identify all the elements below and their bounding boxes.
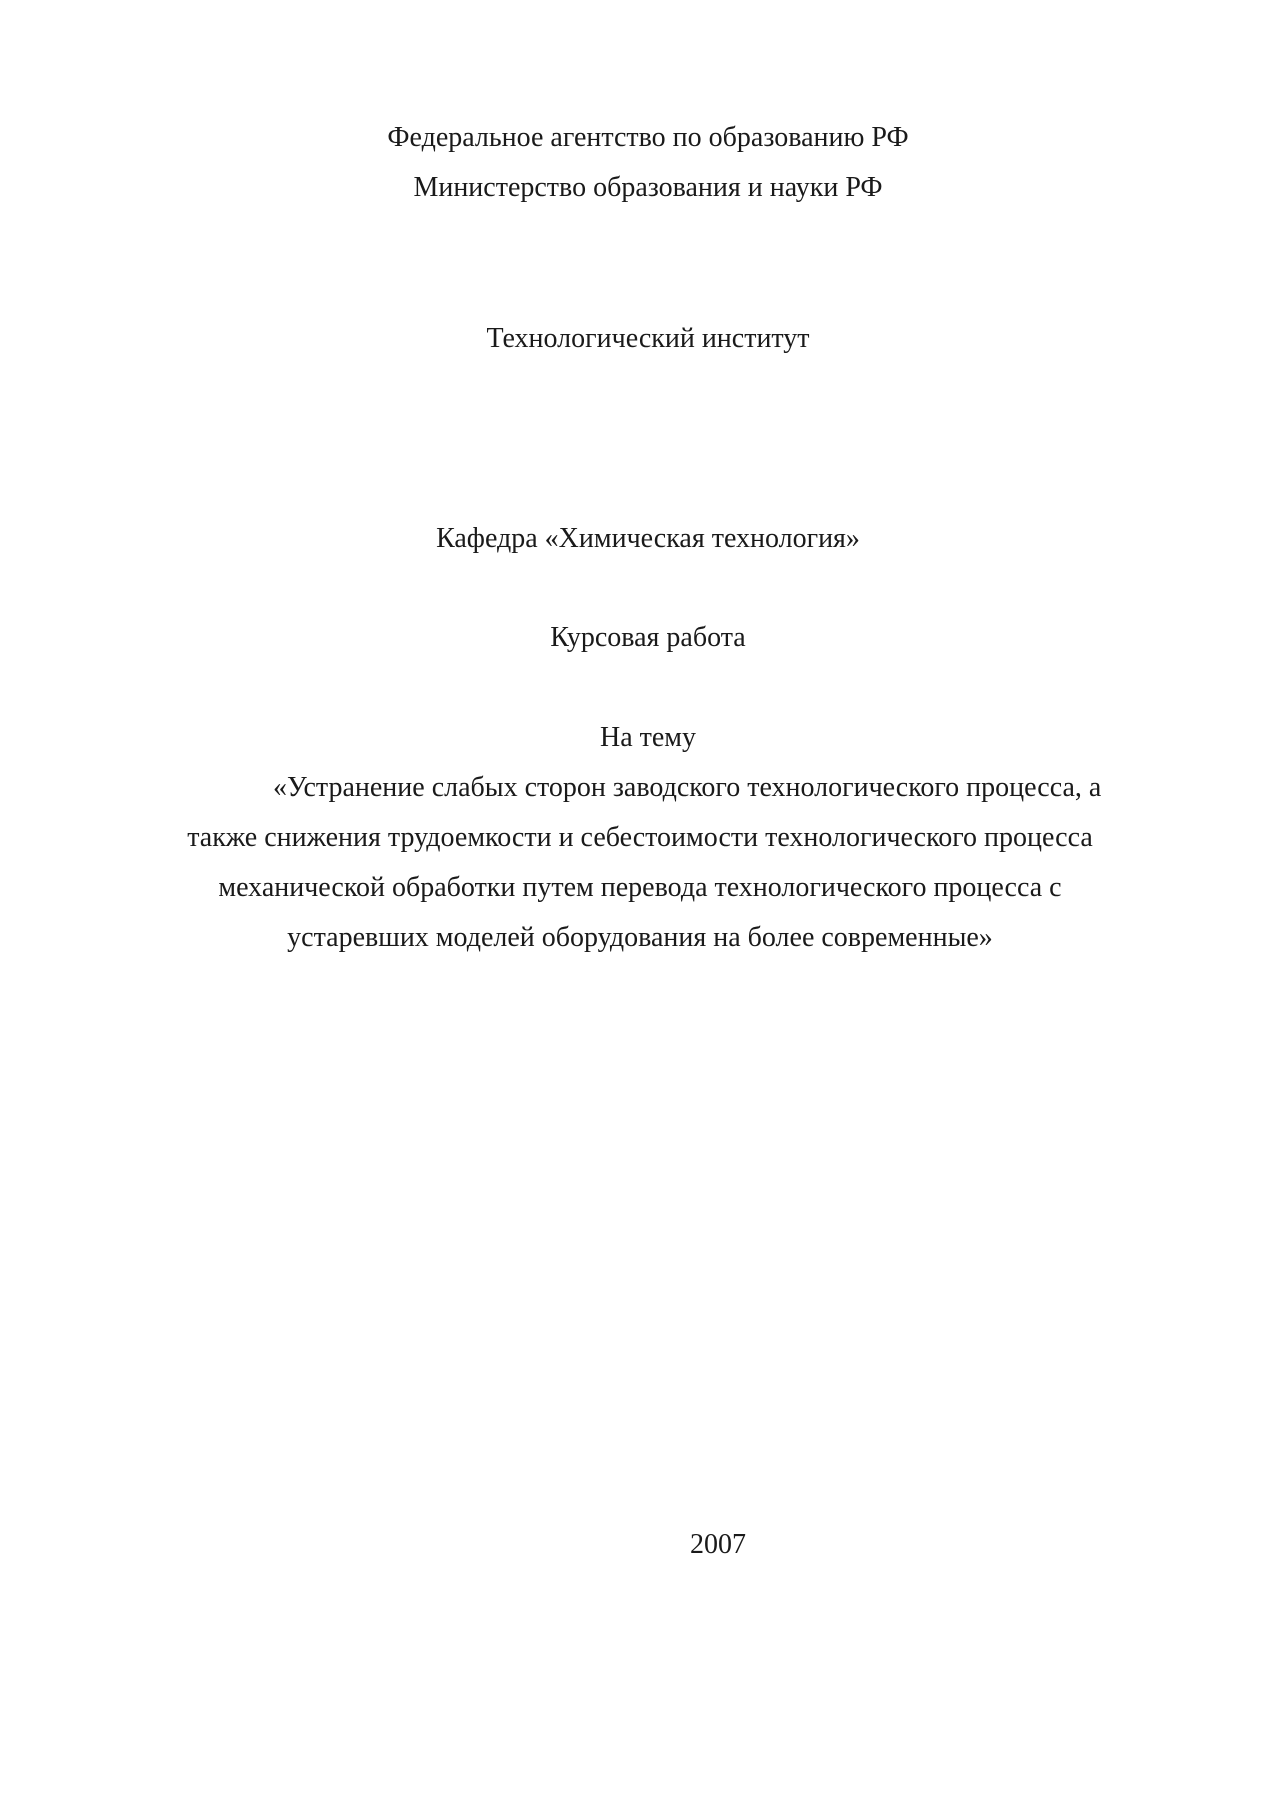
year-text: 2007 xyxy=(690,1529,746,1560)
institute-line: Технологический институт xyxy=(486,323,810,354)
topic-title-text-1: «Устранение слабых сторон заводского технологического процесса, а xyxy=(273,772,1102,803)
department-line: Кафедра «Химическая технология» xyxy=(436,523,860,554)
agency-line: Федеральное агентство по образованию РФ xyxy=(387,122,909,153)
topic-label: На тему xyxy=(599,722,697,753)
topic-title-line-3: механической обработки путем перевода технологического процесса с xyxy=(218,872,1062,903)
ministry-line: Министерство образования и науки РФ xyxy=(413,172,883,203)
work-type-line: Курсовая работа xyxy=(550,622,746,653)
topic-title-line-4: устаревших моделей оборудования на более современные» xyxy=(287,922,993,953)
topic-title-line-2: также снижения трудоемкости и себестоимости технологического процесса xyxy=(187,822,1093,853)
